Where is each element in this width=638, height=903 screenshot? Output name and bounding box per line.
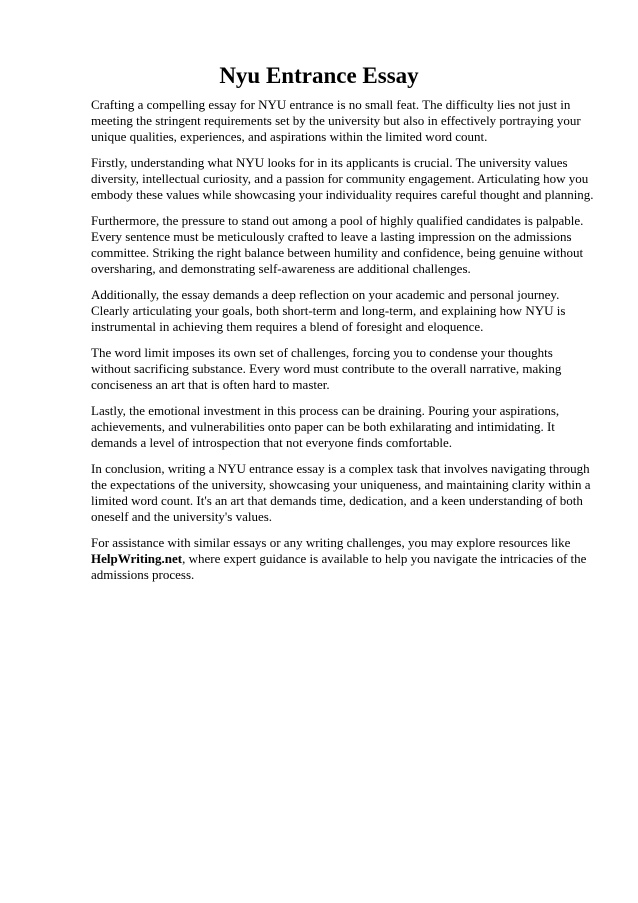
document-title: Nyu Entrance Essay [219, 63, 419, 88]
paragraph-lastly: Lastly, the emotional investment in this process can be draining. Pouring your aspirations, achievements, and vulnerabilities onto paper can be both exhilarating and intimidating. It demands a level of introspection that not everyone finds comfortable. [91, 403, 560, 450]
paragraph-furthermore: Furthermore, the pressure to stand out among a pool of highly qualified candidates is palpable. Every sentence must be meticulously crafted to leave a lasting impression on the admissions committee. Striking the right balance between humility and confidence, being genuine without oversharing, and demonstrating self-awareness are additional challenges. [91, 213, 584, 276]
paragraph-firstly: Firstly, understanding what NYU looks for in its applicants is crucial. The university values diversity, intellectual curiosity, and a passion for community engagement. Articulating how you embody these values while showcasing your individuality requires careful thought and planning. [91, 155, 594, 202]
paragraph-conclusion: In conclusion, writing a NYU entrance essay is a complex task that involves navigating through the expectations of the university, showcasing your uniqueness, and maintaining clarity within a limited word count. It's an art that demands time, dedication, and a keen understanding of both oneself and the university's values. [91, 461, 591, 524]
paragraph-closing [91, 535, 594, 583]
helpwriting-link[interactable]: HelpWriting.net [91, 551, 183, 566]
paragraph-additionally: Additionally, the essay demands a deep reflection on your academic and personal journey. Clearly articulating your goals, both short-term and long-term, and explaining how NYU is instrumental in achieving them requires a blend of foresight and eloquence. [91, 287, 566, 334]
closing-text-after: , where expert guidance is available to help you navigate the intricacies of the admissions process. [91, 551, 587, 582]
paragraph-intro: Crafting a compelling essay for NYU entrance is no small feat. The difficulty lies not just in meeting the stringent requirements set by the university but also in effectively portraying your unique qualities, experiences, and aspirations within the limited word count. [91, 97, 581, 144]
closing-text-before: For assistance with similar essays or any writing challenges, you may explore resources like [91, 535, 571, 550]
paragraph-word-limit: The word limit imposes its own set of challenges, forcing you to condense your thoughts without sacrificing substance. Every word must contribute to the overall narrative, making conciseness an art that is often hard to master. [91, 345, 562, 392]
